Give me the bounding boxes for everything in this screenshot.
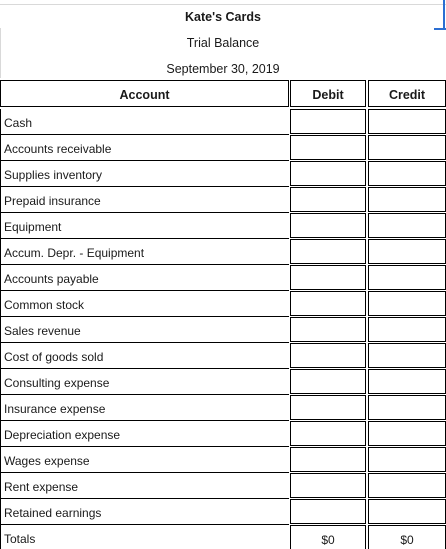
debit-input-cell[interactable]	[290, 343, 366, 368]
debit-input-cell[interactable]	[290, 265, 366, 290]
credit-input-cell[interactable]	[368, 447, 446, 472]
sheet-date: September 30, 2019	[166, 62, 280, 76]
account-name: Cost of goods sold	[4, 350, 104, 364]
credit-input-cell[interactable]	[368, 395, 446, 420]
header-left-gridline	[0, 28, 1, 78]
account-name: Accounts payable	[4, 272, 99, 286]
debit-input-cell[interactable]	[290, 317, 366, 342]
account-name: Rent expense	[4, 480, 79, 494]
debit-input-cell[interactable]	[290, 213, 366, 238]
credit-header: Credit	[388, 88, 426, 102]
debit-input-cell[interactable]	[290, 135, 366, 160]
debit-input-cell[interactable]	[290, 187, 366, 212]
credit-input-cell[interactable]	[368, 265, 446, 290]
credit-input-cell[interactable]	[368, 343, 446, 368]
totals-label: Totals	[4, 532, 36, 546]
account-row-cell[interactable]	[0, 109, 289, 135]
debit-input-cell[interactable]	[290, 291, 366, 316]
account-name: Accum. Depr. - Equipment	[4, 246, 145, 260]
debit-input-cell[interactable]	[290, 421, 366, 446]
debit-header: Debit	[312, 88, 344, 102]
account-name: Prepaid insurance	[4, 194, 101, 208]
account-header: Account	[119, 88, 170, 102]
account-name: Supplies inventory	[4, 168, 103, 182]
credit-input-cell[interactable]	[368, 317, 446, 342]
credit-total-cell[interactable]	[368, 525, 446, 549]
credit-input-cell[interactable]	[368, 109, 446, 134]
account-name: Accounts receivable	[4, 142, 112, 156]
account-name: Depreciation expense	[4, 428, 121, 442]
debit-input-cell[interactable]	[290, 369, 366, 394]
credit-input-cell[interactable]	[368, 421, 446, 446]
credit-input-cell[interactable]	[368, 161, 446, 186]
credit-total-value: $0	[400, 533, 414, 547]
account-name: Retained earnings	[4, 506, 102, 520]
credit-input-cell[interactable]	[368, 369, 446, 394]
debit-total-value: $0	[321, 533, 335, 547]
debit-input-cell[interactable]	[290, 239, 366, 264]
debit-input-cell[interactable]	[290, 109, 366, 134]
account-name: Common stock	[4, 298, 85, 312]
debit-input-cell[interactable]	[290, 161, 366, 186]
sheet-subtitle: Trial Balance	[186, 36, 260, 50]
sheet-top-gridline	[0, 4, 446, 5]
debit-input-cell[interactable]	[290, 395, 366, 420]
debit-input-cell[interactable]	[290, 499, 366, 524]
account-name: Cash	[4, 116, 33, 130]
credit-input-cell[interactable]	[368, 187, 446, 212]
totals-label-cell[interactable]	[0, 525, 289, 549]
credit-input-cell[interactable]	[368, 135, 446, 160]
credit-input-cell[interactable]	[368, 239, 446, 264]
account-name: Consulting expense	[4, 376, 110, 390]
sheet-title: Kate's Cards	[185, 10, 261, 24]
account-name: Wages expense	[4, 454, 90, 468]
account-name: Equipment	[4, 220, 62, 234]
credit-input-cell[interactable]	[368, 213, 446, 238]
debit-input-cell[interactable]	[290, 473, 366, 498]
credit-input-cell[interactable]	[368, 473, 446, 498]
credit-input-cell[interactable]	[368, 291, 446, 316]
debit-total-cell[interactable]	[290, 525, 366, 549]
debit-input-cell[interactable]	[290, 447, 366, 472]
credit-input-cell[interactable]	[368, 499, 446, 524]
account-name: Insurance expense	[4, 402, 106, 416]
account-name: Sales revenue	[4, 324, 81, 338]
